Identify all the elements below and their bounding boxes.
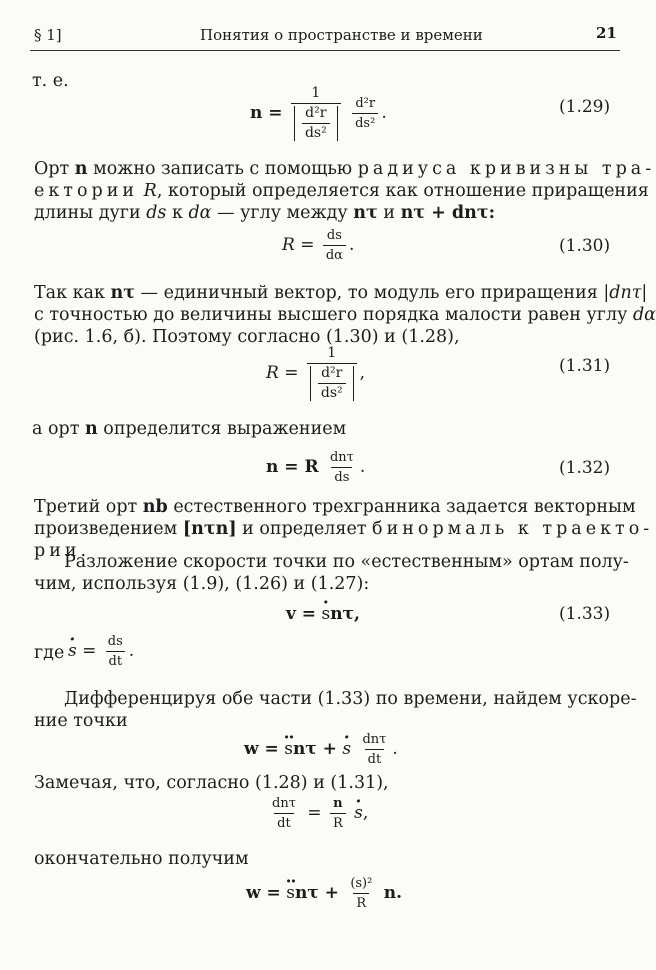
page-number: 21 — [596, 24, 617, 42]
equation-1-30: R = $\frac{ds}{d\alpha}$ . — [282, 228, 355, 263]
paragraph-9: окончательно получим — [34, 849, 249, 869]
equation-number-1-32: (1.32) — [559, 458, 611, 478]
paragraph-5-line-2: чим, используя (1.9), (1.26) и (1.27): — [34, 574, 370, 594]
paragraph-2-line-2: с точностью до величины высшего порядка малости равен углу dα — [34, 305, 656, 325]
paragraph-1-line-1: Орт n можно записать с помощью радиуса кривизны тра- — [34, 159, 656, 179]
paragraph-2-line-1: Так как nτ — единичный вектор, то модуль его приращения |dnτ| — [34, 283, 648, 303]
text-where: где — [34, 643, 65, 663]
equation-number-1-29: (1.29) — [559, 97, 611, 117]
equation-dn-dt: $\frac{\text{dnτ}}{dt}$ = $\frac{n}{R}$ · s, — [266, 796, 368, 831]
section-ref: § 1] — [34, 26, 62, 44]
paragraph-4-line-2: произведением [nτn] и определяет бинормаль к траекто- — [34, 519, 654, 539]
equation-s-dot: · s = $\frac{ds}{dt}$ . — [68, 634, 134, 669]
paragraph-8: Замечая, что, согласно (1.28) и (1.31), — [34, 773, 389, 793]
equation-number-1-31: (1.31) — [559, 356, 611, 376]
equation-1-29: n = $\frac{1}{\frac{\text{d²r}}{\text{ds²}}}$ $\frac{\text{d²r}}{\text{ds²}}$ . — [250, 85, 387, 141]
equation-w-1: w = ·· snτ + · s $\frac{\text{dnτ}}{dt}$ . — [244, 732, 398, 767]
equation-number-1-30: (1.30) — [559, 236, 611, 256]
equation-w-2: w = ·· snτ + $\frac{\text{(s)²}}{R}$ n. — [246, 876, 402, 911]
paragraph-3: а орт n определится выражением — [32, 419, 347, 439]
paragraph-2-line-3: (рис. 1.6, б). Поэтому согласно (1.30) и (1.28), — [34, 327, 460, 347]
paragraph-5-line-1: Разложение скорости точки по «естественным» ортам полу- — [64, 552, 629, 572]
paragraph-1-line-2: ектории R, который определяется как отношение приращения — [34, 181, 649, 201]
equation-1-31: R = $\frac{1}{\frac{\text{d²r}}{\text{ds²}}}$ , — [266, 345, 366, 401]
paragraph-1-line-3: длины дуги ds к dα — углу между nτ и nτ + dnτ: — [34, 203, 496, 223]
paragraph-7-line-1: Дифференцируя обе части (1.33) по времени, найдем ускоре- — [64, 689, 637, 709]
paragraph-4-line-1: Третий орт nb естественного трехгранника задается векторным — [34, 497, 636, 517]
paragraph-4-line-3: рии. — [34, 541, 91, 561]
paragraph-7-line-2: ние точки — [34, 711, 128, 731]
running-title: Понятия о пространстве и времени — [200, 26, 483, 44]
equation-1-33: v = · snτ, — [286, 604, 360, 624]
header-rule — [30, 50, 620, 51]
equation-1-32: n = R $\frac{\text{dnτ}}{ds}$ . — [266, 450, 366, 485]
equation-number-1-33: (1.33) — [559, 604, 611, 624]
text-te: т. е. — [32, 71, 69, 91]
